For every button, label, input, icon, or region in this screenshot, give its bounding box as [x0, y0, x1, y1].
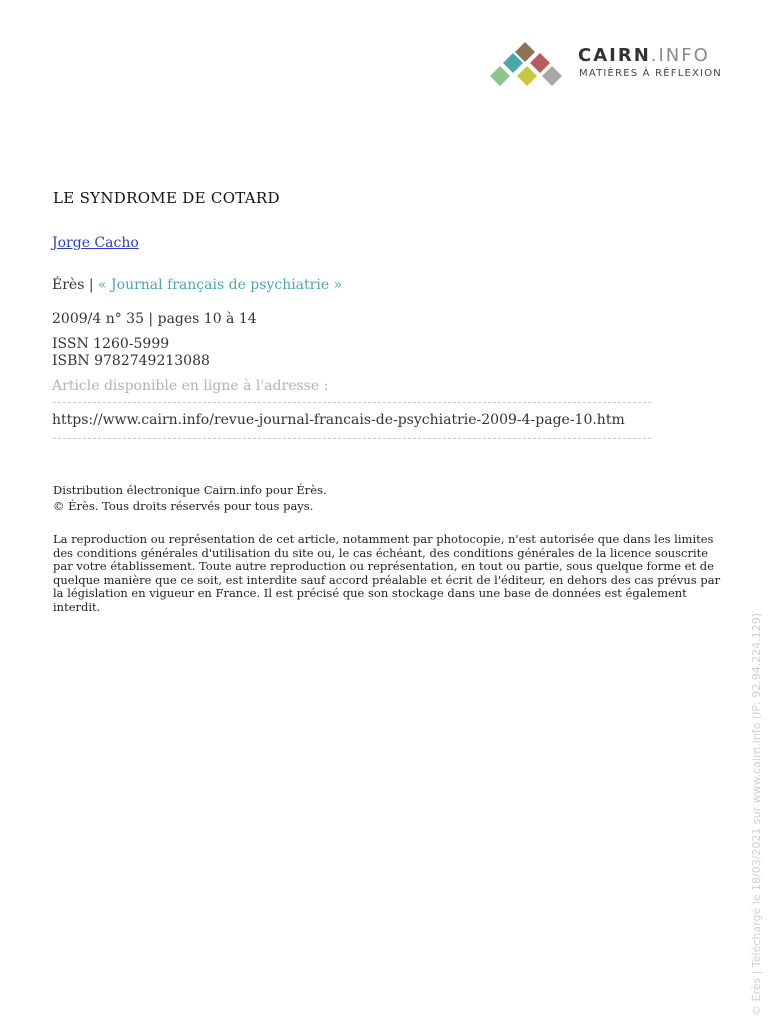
cairn-diamonds-icon — [488, 40, 568, 90]
logo-brand-name: CAIRN — [578, 45, 651, 66]
issn: ISSN 1260-5999 — [52, 336, 170, 352]
publisher-line — [52, 277, 342, 293]
journal-link[interactable]: « Journal français de psychiatrie » — [98, 277, 343, 293]
copyright-line: © Érès. Tous droits réservés pour tous pays. — [53, 499, 314, 513]
article-title: LE SYNDROME DE COTARD — [53, 189, 280, 207]
article-url[interactable]: https://www.cairn.info/revue-journal-francais-de-psychiatrie-2009-4-page-10.htm — [52, 412, 625, 428]
logo-brand — [578, 45, 710, 66]
publisher-separator: | — [84, 277, 99, 293]
issue-info: 2009/4 n° 35 | pages 10 à 14 — [52, 311, 257, 327]
publisher-name: Érès — [52, 277, 85, 293]
author-link[interactable]: Jorge Cacho — [52, 235, 139, 251]
cairn-logo — [488, 40, 728, 92]
logo-brand-suffix: .INFO — [650, 45, 710, 66]
isbn: ISBN 9782749213088 — [52, 353, 210, 369]
legal-notice: La reproduction ou représentation de cet article, notamment par photocopie, n'est autorisée que dans les limites des conditions générales d'utilisation du site ou, le cas échéant, des conditions générales de la licence souscrite par votre établissement. Toute autre reproduction ou représentation, en tout ou partie, sous quelque forme et de quelque manière que ce soit, est interdite sauf accord préalable et écrit de l'éditeur, en dehors des cas prévus par la législation en vigueur en France. Il est précisé que son stockage dans une base de données est également interdit. — [53, 532, 721, 614]
logo-tagline: MATIÈRES À RÉFLEXION — [579, 68, 722, 79]
available-online-label: Article disponible en ligne à l'adresse : — [52, 378, 329, 394]
distribution-line: Distribution électronique Cairn.info pour Érès. — [53, 483, 327, 497]
url-divider-bottom — [53, 438, 651, 439]
download-stamp: © Érès | Téléchargé le 18/03/2021 sur www.cairn.info (IP: 92.94.224.129) — [750, 612, 763, 1016]
url-divider-top — [53, 402, 651, 403]
